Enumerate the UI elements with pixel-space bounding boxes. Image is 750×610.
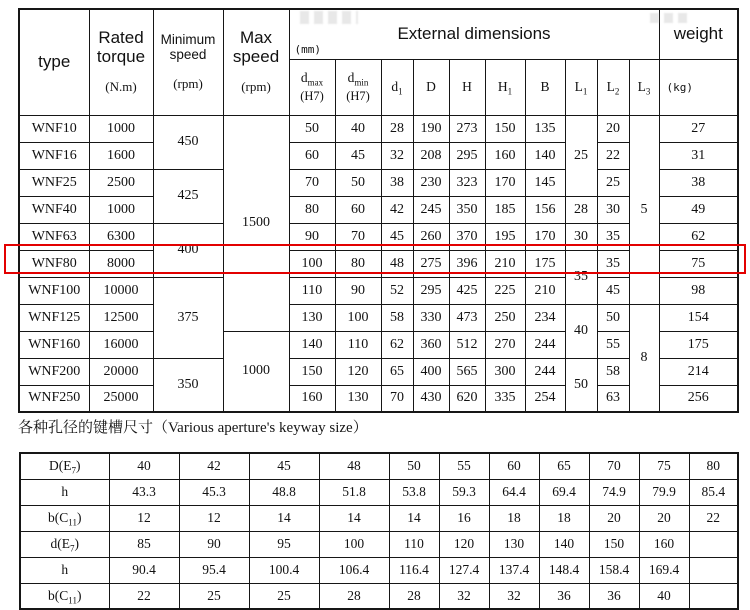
keyway-value-cell: 90.4 (109, 557, 179, 583)
min-speed-cell: 350 (153, 358, 223, 412)
keyway-value-cell: 69.4 (539, 479, 589, 505)
keyway-row (20, 531, 738, 557)
keyway-section-title: 各种孔径的键槽尺寸（Various aperture's keyway size） (18, 420, 368, 436)
keyway-row (20, 505, 738, 531)
dimension-cell: 175 (525, 250, 565, 277)
dimension-cell: 48 (381, 250, 413, 277)
keyway-row (20, 583, 738, 609)
max-speed-cell: 1500 (223, 115, 289, 331)
rated-torque-cell: 10000 (89, 277, 153, 304)
l1-cell: 40 (565, 304, 597, 358)
keyway-value-cell: 150 (589, 531, 639, 557)
col-header-dmax: $d_{max}$ (H7) (289, 59, 335, 115)
dimension-cell: 512 (449, 331, 485, 358)
l1-cell: 30 (565, 223, 597, 250)
watermark-artifact (650, 13, 690, 23)
col-header-max-speed (223, 9, 289, 115)
weight-cell: 27 (659, 115, 738, 142)
l2-cell: 45 (597, 277, 629, 304)
dimension-cell: 273 (449, 115, 485, 142)
dimension-cell: 210 (525, 277, 565, 304)
dimension-cell: 225 (485, 277, 525, 304)
l2-cell: 35 (597, 223, 629, 250)
weight-cell: 31 (659, 142, 738, 169)
dimension-cell: 360 (413, 331, 449, 358)
keyway-value-cell: 40 (109, 453, 179, 479)
dimension-cell: 260 (413, 223, 449, 250)
col-header-rated-torque (89, 9, 153, 115)
keyway-value-cell: 28 (319, 583, 389, 609)
rated-torque-cell: 16000 (89, 331, 153, 358)
keyway-row (20, 557, 738, 583)
rated-torque-cell: 1600 (89, 142, 153, 169)
dimension-cell: 170 (485, 169, 525, 196)
weight-cell: 49 (659, 196, 738, 223)
keyway-value-cell: 100 (319, 531, 389, 557)
col-header-minimum-speed (153, 9, 223, 115)
dimension-cell: 250 (485, 304, 525, 331)
keyway-value-cell: 40 (639, 583, 689, 609)
dimension-cell: 50 (335, 169, 381, 196)
keyway-value-cell: 106.4 (319, 557, 389, 583)
spec-row-wnf10 (19, 115, 738, 142)
keyway-value-cell: 85.4 (689, 479, 738, 505)
keyway-value-cell: 22 (109, 583, 179, 609)
weight-cell: 256 (659, 385, 738, 412)
keyway-value-cell: 53.8 (389, 479, 439, 505)
keyway-value-cell: 160 (639, 531, 689, 557)
dimension-cell: 254 (525, 385, 565, 412)
keyway-value-cell: 36 (589, 583, 639, 609)
keyway-value-cell: 116.4 (389, 557, 439, 583)
l2-cell: 20 (597, 115, 629, 142)
col-header-dmin: $d_{min}$ (H7) (335, 59, 381, 115)
l3-cell: 8 (629, 304, 659, 412)
keyway-value-cell: 48 (319, 453, 389, 479)
dimension-cell: 400 (413, 358, 449, 385)
keyway-value-cell: 18 (539, 505, 589, 531)
dimension-cell: 156 (525, 196, 565, 223)
keyway-value-cell: 32 (489, 583, 539, 609)
keyway-value-cell: 65 (539, 453, 589, 479)
main-table-body (19, 115, 738, 412)
dimension-cell: 323 (449, 169, 485, 196)
l1-cell: 28 (565, 196, 597, 223)
weight-cell: 98 (659, 277, 738, 304)
l1-cell: 35 (565, 250, 597, 304)
dimension-cell: 52 (381, 277, 413, 304)
keyway-row-label: $b(C_{11})$ (20, 505, 109, 531)
dimension-cell: 295 (449, 142, 485, 169)
dimension-cell: 300 (485, 358, 525, 385)
keyway-value-cell: 20 (589, 505, 639, 531)
dimension-cell: 28 (381, 115, 413, 142)
rated-torque-cell: 12500 (89, 304, 153, 331)
keyway-size-table (19, 452, 739, 610)
dimension-cell: 110 (335, 331, 381, 358)
keyway-value-cell: 14 (389, 505, 439, 531)
dimension-cell: 275 (413, 250, 449, 277)
rated-torque-cell: 6300 (89, 223, 153, 250)
col-header-h: H (449, 59, 485, 115)
keyway-value-cell: 110 (389, 531, 439, 557)
dimension-cell: 245 (413, 196, 449, 223)
keyway-row (20, 453, 738, 479)
col-header-h1: $H_1$ (485, 59, 525, 115)
dimension-cell: 244 (525, 331, 565, 358)
keyway-value-cell: 12 (109, 505, 179, 531)
keyway-value-cell: 79.9 (639, 479, 689, 505)
keyway-value-cell: 48.8 (249, 479, 319, 505)
keyway-value-cell: 148.4 (539, 557, 589, 583)
fit-tolerance-label: (H7) (300, 89, 324, 103)
keyway-value-cell: 22 (689, 505, 738, 531)
keyway-value-cell (689, 583, 738, 609)
keyway-value-cell: 32 (439, 583, 489, 609)
dimension-cell: 565 (449, 358, 485, 385)
keyway-row-label: $d(E_7)$ (20, 531, 109, 557)
keyway-value-cell: 100.4 (249, 557, 319, 583)
l2-cell: 58 (597, 358, 629, 385)
dimension-cell: 335 (485, 385, 525, 412)
dimension-cell: 350 (449, 196, 485, 223)
col-header-type: type (19, 9, 89, 115)
l3-cell: 5 (629, 115, 659, 304)
rated-torque-label: Rated torque (96, 28, 146, 66)
dimension-cell: 473 (449, 304, 485, 331)
dimension-cell: 40 (335, 115, 381, 142)
spec-row-wnf125 (19, 304, 738, 331)
dimension-cell: 130 (289, 304, 335, 331)
dimension-cell: 70 (289, 169, 335, 196)
type-cell: WNF250 (19, 385, 89, 412)
dimension-cell: 150 (485, 115, 525, 142)
dimension-cell: 130 (335, 385, 381, 412)
keyway-value-cell: 36 (539, 583, 589, 609)
l2-cell: 30 (597, 196, 629, 223)
rated-torque-cell: 2500 (89, 169, 153, 196)
weight-cell: 175 (659, 331, 738, 358)
keyway-value-cell: 55 (439, 453, 489, 479)
keyway-value-cell: 14 (319, 505, 389, 531)
keyway-row-label: h (20, 557, 109, 583)
fit-tolerance-label: (H7) (346, 89, 370, 103)
type-cell: WNF40 (19, 196, 89, 223)
keyway-value-cell: 80 (689, 453, 738, 479)
weight-cell: 214 (659, 358, 738, 385)
l2-cell: 25 (597, 169, 629, 196)
rated-torque-cell: 1000 (89, 196, 153, 223)
keyway-value-cell: 12 (179, 505, 249, 531)
rated-torque-cell: 8000 (89, 250, 153, 277)
dimension-cell: 140 (289, 331, 335, 358)
type-cell: WNF10 (19, 115, 89, 142)
dimension-cell: 110 (289, 277, 335, 304)
keyway-value-cell: 43.3 (109, 479, 179, 505)
dimension-cell: 60 (335, 196, 381, 223)
weight-cell: 62 (659, 223, 738, 250)
dimension-cell: 100 (289, 250, 335, 277)
dimension-cell: 270 (485, 331, 525, 358)
l2-cell: 22 (597, 142, 629, 169)
dimension-cell: 430 (413, 385, 449, 412)
keyway-value-cell: 127.4 (439, 557, 489, 583)
dimension-cell: 100 (335, 304, 381, 331)
type-cell: WNF100 (19, 277, 89, 304)
type-cell: WNF125 (19, 304, 89, 331)
keyway-value-cell: 60 (489, 453, 539, 479)
dimension-cell: 80 (335, 250, 381, 277)
max-speed-unit: (rpm) (241, 79, 271, 95)
keyway-value-cell: 59.3 (439, 479, 489, 505)
col-header-l1: $L_1$ (565, 59, 597, 115)
keyway-value-cell: 85 (109, 531, 179, 557)
dimension-cell: 330 (413, 304, 449, 331)
keyway-value-cell: 74.9 (589, 479, 639, 505)
dimension-cell: 70 (335, 223, 381, 250)
weight-cell: 38 (659, 169, 738, 196)
keyway-row-label: $b(C_{11})$ (20, 583, 109, 609)
type-cell: WNF25 (19, 169, 89, 196)
keyway-value-cell: 120 (439, 531, 489, 557)
keyway-value-cell (689, 557, 738, 583)
keyway-value-cell: 95.4 (179, 557, 249, 583)
type-cell: WNF160 (19, 331, 89, 358)
keyway-value-cell: 51.8 (319, 479, 389, 505)
l1-cell: 50 (565, 358, 597, 412)
type-cell: WNF80 (19, 250, 89, 277)
dimension-cell: 45 (381, 223, 413, 250)
dimension-cell: 38 (381, 169, 413, 196)
weight-cell: 75 (659, 250, 738, 277)
dimension-cell: 90 (335, 277, 381, 304)
dimension-cell: 150 (289, 358, 335, 385)
type-cell: WNF16 (19, 142, 89, 169)
dimension-cell: 230 (413, 169, 449, 196)
dimension-cell: 90 (289, 223, 335, 250)
keyway-value-cell: 14 (249, 505, 319, 531)
dimension-cell: 65 (381, 358, 413, 385)
type-cell: WNF63 (19, 223, 89, 250)
keyway-table-body (20, 453, 738, 609)
col-header-l3: $L_3$ (629, 59, 659, 115)
dimension-cell: 42 (381, 196, 413, 223)
keyway-value-cell: 64.4 (489, 479, 539, 505)
dimension-cell: 620 (449, 385, 485, 412)
keyway-value-cell: 70 (589, 453, 639, 479)
keyway-value-cell: 25 (249, 583, 319, 609)
dimension-cell: 396 (449, 250, 485, 277)
keyway-value-cell: 137.4 (489, 557, 539, 583)
col-header-weight: weight (659, 9, 738, 59)
keyway-value-cell: 16 (439, 505, 489, 531)
dimension-cell: 425 (449, 277, 485, 304)
keyway-value-cell: 50 (389, 453, 439, 479)
dimension-cell: 120 (335, 358, 381, 385)
col-header-d: D (413, 59, 449, 115)
keyway-value-cell: 20 (639, 505, 689, 531)
keyway-row-label: $D(E_7)$ (20, 453, 109, 479)
watermark-artifact (300, 11, 358, 24)
l1-cell: 25 (565, 115, 597, 196)
minimum-speed-label: Minimum speed (160, 31, 216, 62)
header-row-main (19, 9, 738, 59)
col-header-kg: (kg) (659, 59, 738, 115)
dimension-cell: 190 (413, 115, 449, 142)
min-speed-cell: 425 (153, 169, 223, 223)
mm-unit: (mm) (294, 42, 321, 56)
l2-cell: 50 (597, 304, 629, 331)
keyway-value-cell: 18 (489, 505, 539, 531)
keyway-value-cell: 90 (179, 531, 249, 557)
dimension-cell: 210 (485, 250, 525, 277)
max-speed-cell: 1000 (223, 331, 289, 412)
l2-cell: 55 (597, 331, 629, 358)
dimension-cell: 234 (525, 304, 565, 331)
col-header-l2: $L_2$ (597, 59, 629, 115)
dimension-cell: 50 (289, 115, 335, 142)
keyway-row-label: h (20, 479, 109, 505)
min-speed-cell: 450 (153, 115, 223, 169)
dimension-cell: 185 (485, 196, 525, 223)
keyway-value-cell: 25 (179, 583, 249, 609)
dimension-cell: 160 (289, 385, 335, 412)
min-speed-unit: (rpm) (173, 75, 203, 91)
keyway-value-cell: 42 (179, 453, 249, 479)
dimension-cell: 70 (381, 385, 413, 412)
dimension-cell: 58 (381, 304, 413, 331)
dimension-cell: 140 (525, 142, 565, 169)
keyway-value-cell (689, 531, 738, 557)
min-speed-cell: 375 (153, 277, 223, 358)
keyway-value-cell: 28 (389, 583, 439, 609)
type-cell: WNF200 (19, 358, 89, 385)
l2-cell: 35 (597, 250, 629, 277)
dimension-cell: 160 (485, 142, 525, 169)
keyway-value-cell: 140 (539, 531, 589, 557)
dimension-cell: 80 (289, 196, 335, 223)
l2-cell: 63 (597, 385, 629, 412)
dimension-cell: 244 (525, 358, 565, 385)
keyway-value-cell: 75 (639, 453, 689, 479)
dimension-cell: 135 (525, 115, 565, 142)
dimension-cell: 208 (413, 142, 449, 169)
keyway-value-cell: 45.3 (179, 479, 249, 505)
dimension-cell: 62 (381, 331, 413, 358)
keyway-value-cell: 45 (249, 453, 319, 479)
col-header-b: B (525, 59, 565, 115)
dimension-cell: 32 (381, 142, 413, 169)
dimension-cell: 60 (289, 142, 335, 169)
dimension-cell: 370 (449, 223, 485, 250)
dimension-cell: 45 (335, 142, 381, 169)
keyway-value-cell: 130 (489, 531, 539, 557)
keyway-value-cell: 95 (249, 531, 319, 557)
weight-cell: 154 (659, 304, 738, 331)
torque-unit: (N.m) (105, 79, 137, 95)
specifications-table (18, 8, 739, 413)
rated-torque-cell: 1000 (89, 115, 153, 142)
rated-torque-cell: 20000 (89, 358, 153, 385)
dimension-cell: 145 (525, 169, 565, 196)
max-speed-label: Max speed (232, 28, 280, 66)
rated-torque-cell: 25000 (89, 385, 153, 412)
min-speed-cell: 400 (153, 223, 223, 277)
col-header-d1: $d_1$ (381, 59, 413, 115)
dimension-cell: 170 (525, 223, 565, 250)
keyway-row (20, 479, 738, 505)
keyway-value-cell: 169.4 (639, 557, 689, 583)
dimension-cell: 295 (413, 277, 449, 304)
external-dimensions-label: External dimensions (397, 24, 551, 44)
keyway-value-cell: 158.4 (589, 557, 639, 583)
dimension-cell: 195 (485, 223, 525, 250)
